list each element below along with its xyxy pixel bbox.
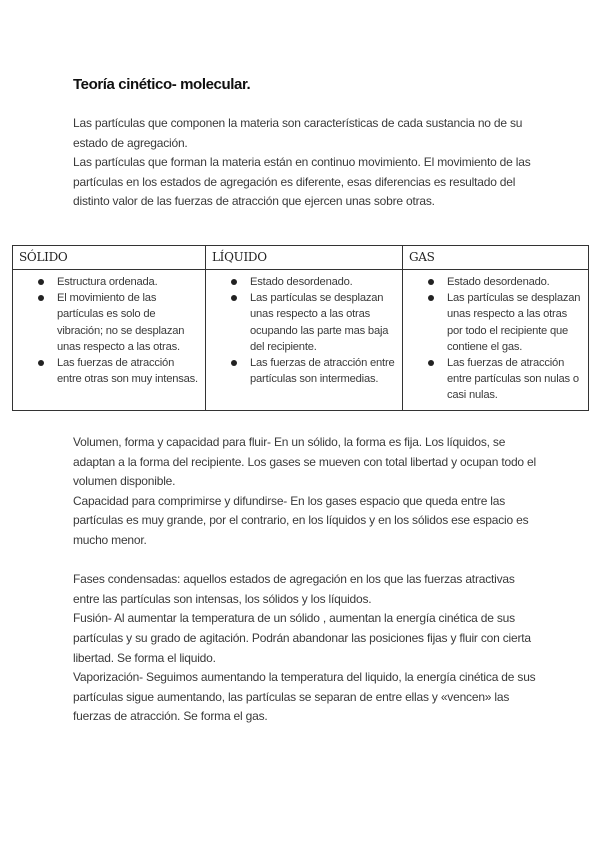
page-title: Teoría cinético- molecular. (73, 76, 251, 93)
solid-list (19, 274, 199, 387)
list-item: Las fuerzas de atracción entre partículas son intermedias. (250, 355, 396, 387)
header-liquid: LÍQUIDO (206, 246, 403, 270)
list-item: Estado desordenado. (447, 274, 582, 290)
states-table (12, 245, 589, 411)
header-solid: SÓLIDO (13, 246, 206, 270)
list-item: Las fuerzas de atracción entre otras son muy intensas. (57, 355, 199, 387)
liquid-list (212, 274, 396, 387)
gas-cell (403, 270, 589, 411)
body-paragraph: Fases condensadas: aquellos estados de agregación en los que las fuerzas atractivas entre las partículas son intensas, los sólidos y los líquidos. (73, 572, 515, 606)
body-paragraph: Fusión- Al aumentar la temperatura de un sólido , aumentan la energía cinética de sus partículas y su grado de agitación. Podrán abandonar las posiciones fijas y fluir con cierta libertad. Se forma el liquido. (73, 611, 531, 665)
liquid-cell (206, 270, 403, 411)
header-gas: GAS (403, 246, 589, 270)
table-header-row (13, 246, 589, 270)
list-item: Las partículas se desplazan unas respecto a las otras por todo el recipiente que contiene el gas. (447, 290, 582, 355)
body-paragraph: Volumen, forma y capacidad para fluir- En un sólido, la forma es fija. Los líquidos, se adaptan a la forma del recipiente. Los gases se mueven con total libertad y ocupan todo el volumen disponible. (73, 435, 536, 489)
list-item: Las fuerzas de atracción entre partículas son nulas o casi nulas. (447, 355, 582, 404)
gas-list (409, 274, 582, 404)
paragraph-gap (73, 551, 543, 571)
body-paragraph: Vaporización- Seguimos aumentando la temperatura del liquido, la energía cinética de sus partículas sigue aumentando, las partículas se separan de entre ellas y «vencen» las fuerzas de atracción. Se forma el gas. (73, 670, 536, 724)
table-row (13, 270, 589, 411)
intro-paragraph: Las partículas que componen la materia son características de cada sustancia no de su estado de agregación. (73, 116, 523, 150)
body-section (73, 433, 543, 727)
body-paragraph: Capacidad para comprimirse y difundirse- En los gases espacio que queda entre las partículas es muy grande, por el contrario, en los líquidos y en los sólidos ese espacio es mucho menor. (73, 493, 529, 547)
list-item: Las partículas se desplazan unas respecto a las otras ocupando las parte mas baja del recipiente. (250, 290, 396, 355)
intro-paragraph: Las partículas que forman la materia están en continuo movimiento. El movimiento de las partículas en los estados de agregación es diferente, esas diferencias es resultado del distinto valor de las fuerzas de atracción que ejercen unas sobre otras. (73, 155, 531, 208)
intro-section (73, 114, 543, 212)
list-item: El movimiento de las partículas es solo de vibración; no se desplazan unas respecto a las otras. (57, 290, 199, 355)
list-item: Estado desordenado. (250, 274, 396, 290)
solid-cell (13, 270, 206, 411)
list-item: Estructura ordenada. (57, 274, 199, 290)
